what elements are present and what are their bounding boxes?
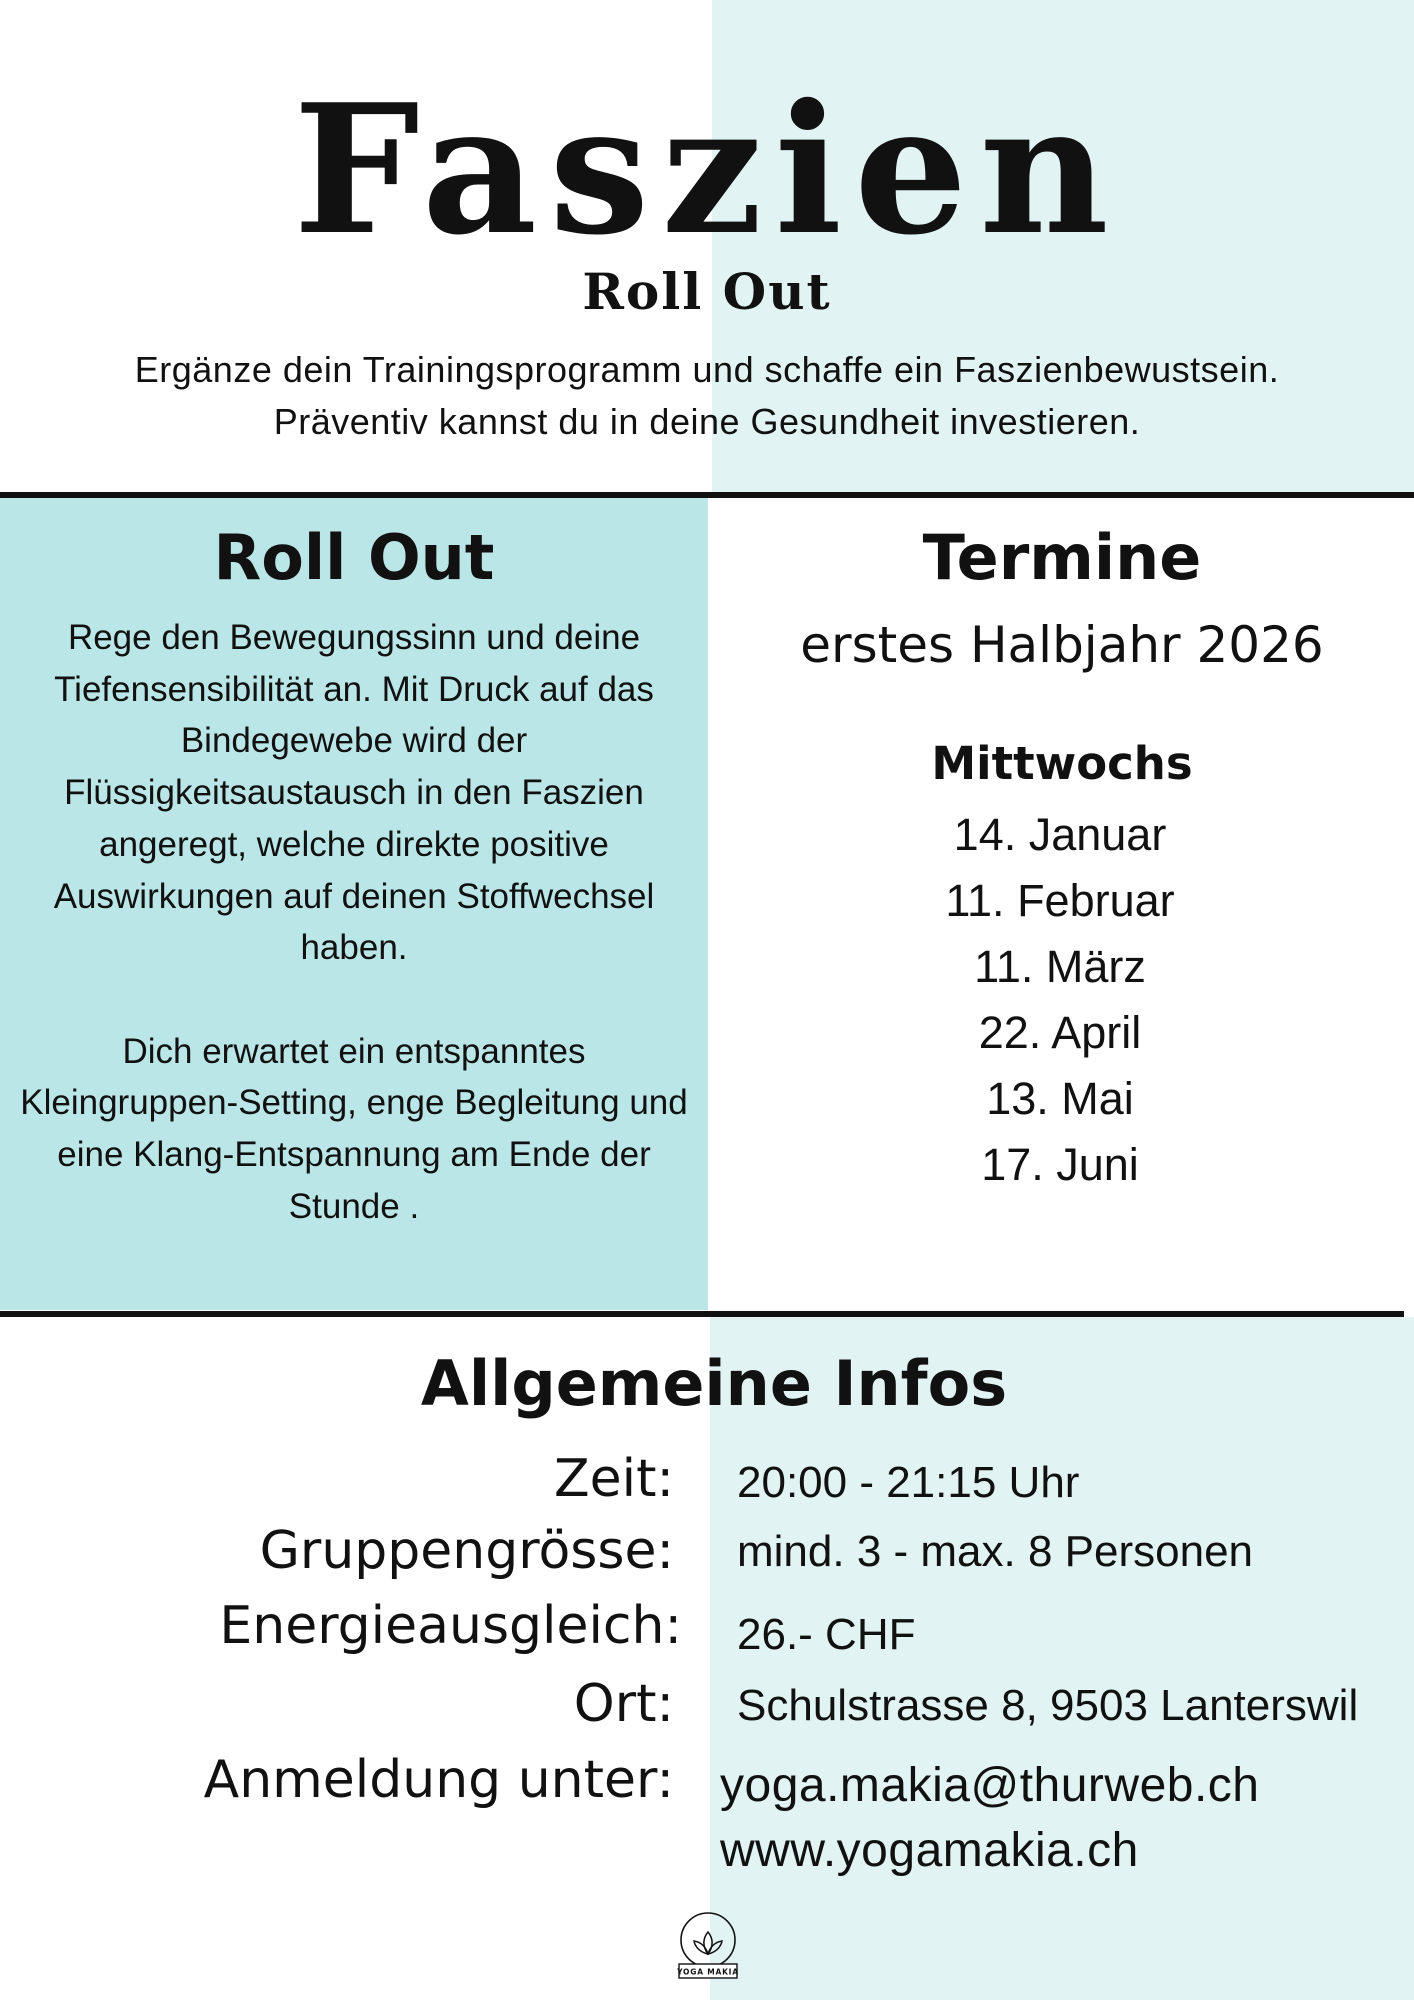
info-value-group-size: mind. 3 - max. 8 Personen bbox=[737, 1527, 1254, 1576]
info-heading: Allgemeine Infos bbox=[420, 1347, 1008, 1420]
termine-weekday: Mittwochs bbox=[931, 737, 1193, 790]
date-item: 14. Januar bbox=[953, 809, 1167, 860]
info-value-price: 26.- CHF bbox=[737, 1610, 916, 1659]
email-link[interactable]: yoga.makia@thurweb.ch bbox=[720, 1759, 1260, 1812]
website-link[interactable]: www.yogamakia.ch bbox=[720, 1824, 1139, 1877]
termine-period: erstes Halbjahr 2026 bbox=[800, 616, 1324, 674]
page-title: Faszien bbox=[293, 65, 1121, 274]
rollout-paragraph: Rege den Bewegungssinn und deine Tiefensensibilität an. Mit Druck auf das Bindegewebe wird der Flüssigkeitsaustausch in den Faszien angeregt, welche direkte positive Auswirkungen auf deinen Stoffwechsel haben. bbox=[53, 618, 655, 968]
logo-text: YOGA MAKIA bbox=[677, 1967, 739, 1977]
date-item: 11. März bbox=[974, 941, 1146, 992]
divider-bottom bbox=[0, 1311, 1404, 1317]
rollout-paragraph: Dich erwartet ein entspanntes Kleingruppen-Setting, enge Begleitung und eine Klang-Entspannung am Ende der Stunde . bbox=[20, 1031, 688, 1226]
date-item: 22. April bbox=[978, 1007, 1142, 1058]
lotus-icon bbox=[677, 1908, 739, 1984]
date-item: 11. Februar bbox=[945, 875, 1175, 926]
date-list bbox=[945, 802, 1175, 1198]
info-label-time: Zeit: bbox=[554, 1449, 674, 1509]
date-item: 17. Juni bbox=[981, 1139, 1139, 1190]
tagline bbox=[30, 344, 1384, 448]
info-label-group-size: Gruppengrösse: bbox=[259, 1521, 674, 1581]
tagline-line: Ergänze dein Trainingsprogramm und schaffe ein Faszienbewustsein. bbox=[134, 349, 1280, 390]
info-value-time: 20:00 - 21:15 Uhr bbox=[737, 1458, 1080, 1507]
termine-heading: Termine bbox=[922, 521, 1202, 594]
info-label-registration: Anmeldung unter: bbox=[203, 1750, 674, 1810]
info-value-location: Schulstrasse 8, 9503 Lanterswil bbox=[737, 1681, 1359, 1730]
rollout-description bbox=[20, 612, 688, 1232]
rollout-heading: Roll Out bbox=[213, 521, 495, 594]
page-subtitle: Roll Out bbox=[582, 262, 832, 321]
tagline-line: Präventiv kannst du in deine Gesundheit investieren. bbox=[273, 401, 1141, 442]
divider-top bbox=[0, 492, 1414, 498]
yoga-makia-logo bbox=[677, 1908, 739, 1984]
info-label-location: Ort: bbox=[573, 1674, 674, 1734]
info-label-price: Energieausgleich: bbox=[219, 1596, 682, 1656]
date-item: 13. Mai bbox=[986, 1073, 1134, 1124]
